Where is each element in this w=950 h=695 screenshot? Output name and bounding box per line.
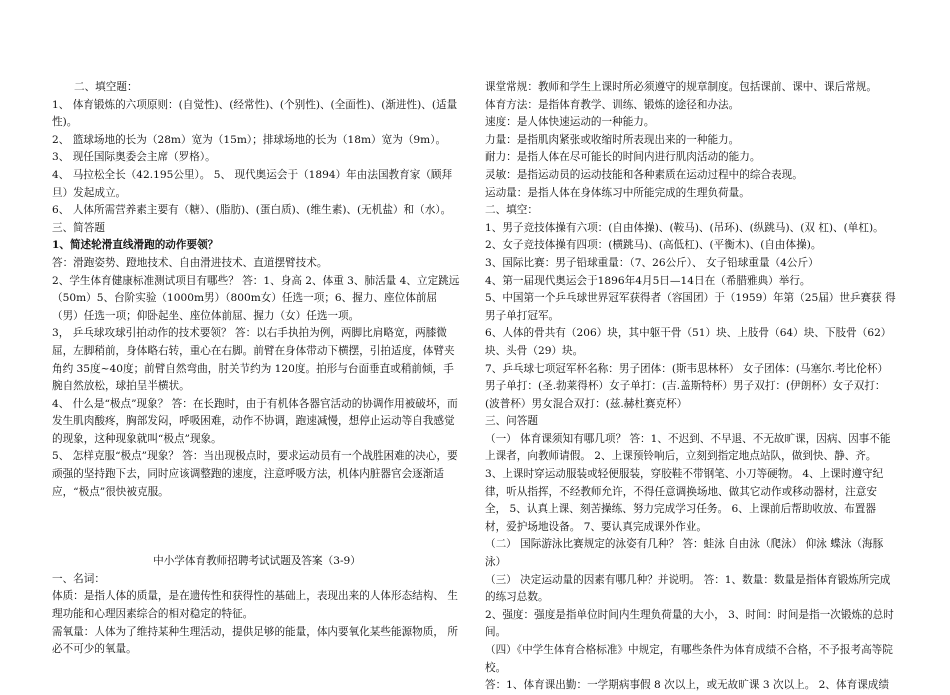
text-line: 运动量：是指人体在身体练习中所能完成的生理负荷量。 <box>485 186 750 199</box>
text-line: 4、 什么是“极点”现象？ 答：在长跑时，由于有机体各器官活动的协调作用被破坏，而发生肌肉酸疼，胸部发闷，呼吸困难，动作不协调，跑速减慢，想停止运动等自我感觉的现象，这种现象就叫“极点”现象。 <box>52 397 458 445</box>
section-qa-heading: 三、问答题 <box>485 415 538 428</box>
text-line: 2、女子竞技体操有四项：(横跳马)、(高低杠)、(平衡木)、(自由体操)。 <box>485 239 822 252</box>
text-line: 答：滑跑姿势、蹬地技术、自由滑进技术、直道摆臂技术。 <box>52 256 328 269</box>
text-line: 3、国际比赛：男子铅球重量：（7、26公斤）、 女子铅球重量（4公斤） <box>485 256 819 269</box>
text-line: 5、中国第一个乒乓球世界冠军获得者（容国团）于（1959）年第（25届）世乒赛获 得男子单打冠军。 <box>485 292 896 322</box>
right-column <box>485 79 897 695</box>
text-line: 1、男子竞技体操有六项：(自由体操)、(鞍马)、(吊环)、(纵跳马)、(双 杠)、(单杠)。 <box>485 221 884 234</box>
text-line: 灵敏：是指运动员的运动技能和各种素质在运动过程中的综合表现。 <box>485 168 803 181</box>
text-line: 课堂常规：教师和学生上课时所必须遵守的规章制度。包括课前、课中、课后常规。 <box>485 81 877 93</box>
text-line: 6、 人体所需营养素主要有（糖）、(脂肪)、(蛋白质)、(维生素)、(无机盐）和（水）。 三、简答题 <box>52 204 452 234</box>
text-line: 2、学生体育健康标准测试项目有哪些？ 答：1、身高 2、体重 3、肺活量 4、立定跳远（50m）5、台阶实验（1000m男）（800m女）任选一项；6、握力、座位体前屈（男）任选一项；仰卧起坐、座位体前屈、握力（女）任选一项。 <box>52 274 460 322</box>
section-fill-blank-heading: 二、填空题： <box>74 81 138 93</box>
text-line: 1、 体育锻炼的六项原则：(自觉性)、(经常性)、(个别性)、(全面性)、(渐进性)、(适量性)。 <box>52 98 458 129</box>
text-line: 2、强度：强度是指单位时间内生理负荷量的大小， 3、时间：时间是指一次锻炼的总时间。 <box>485 608 894 639</box>
text-line: 2、 篮球场地的长为（28m）宽为（15m）；排球场地的长为（18m）宽为（9m）。 <box>52 133 447 146</box>
section-fill-blank-heading: 二、填空： <box>485 204 538 217</box>
exam-title: 中小学体育教师招聘考试试题及答案（3-9） <box>153 555 361 568</box>
text-line: 4、 马拉松全长（42.195公里）。 5、 现代奥运会于（1894）年由法国教育家（顾拜旦）发起成立。 <box>52 168 453 199</box>
section-terms-heading: 一、名词： <box>52 572 105 585</box>
text-line: （三） 决定运动量的因素有哪几种？并说明。 答：1、数量：数量是指体育锻炼所完成的练习总数。 <box>485 573 891 604</box>
text-line: 需氧量：人体为了维持某种生理活动，提供足够的能量，体内要氧化某些能源物质， 所必不可少的氧量。 <box>52 625 458 656</box>
text-line: 7、乒乓球七项冠军杯名称：男子团体：(斯韦思林杯） 女子团体：(马塞尔.考比伦杯） 男子单打：(圣.勃莱得杯）女子单打：(吉.盖斯特杯）男子双打：(伊朗杯）女子双打：(波普杯）男女混合双打：(兹.赫杜赛克杯） <box>485 362 889 410</box>
text-line: 耐力：是指人体在尽可能长的时间内进行肌肉活动的能力。 <box>485 151 761 164</box>
text-line: 6、人体的骨共有（206）块，其中躯干骨（51）块、上肢骨（64）块、下肢骨（62） 块、头骨（29）块。 <box>485 327 892 357</box>
text-line: 速度：是人体快速运动的一种能力。 <box>485 116 655 129</box>
text-line: 3， 乒乓球攻球引拍动作的技术要领？ 答：以右手执拍为例，两脚比肩略宽，两膝微屈，左脚稍前，身体略右转，重心在右脚。前臂在身体带动下横摆，引拍适度，体臂夹角约 35度~40度；前臂自然弯曲，肘关节约为 120度。拍形与台面垂直或稍前倾，手腕自然放松，球拍呈半横状。 <box>52 327 455 393</box>
text-line: （四）《中学生体育合格标准》中规定，有哪些条件为体育成绩不合格，不予报考高等院校。 <box>485 644 893 674</box>
left-column <box>52 79 462 659</box>
text-line: 体育方法：是指体育教学、训练、锻炼的途径和办法。 <box>485 98 740 111</box>
text-line: （一） 体育课须知有哪几项？ 答：1、不迟到、不早退、不无故旷课，因病、因事不能上课者，向教师请假。 2、上课预铃响后，立刻到指定地点站队，做到快、静、齐。 3、上课时穿运动服装或轻便服装，穿胶鞋不带钢笔、小刀等硬物。 4、上课时遵守纪律，听从指挥，不经教师允许，不得任意调换场地、做其它动作或移动器材，注意安全， 5、认真上课、刻苦操练、努力完成学习任务。 6、上课前后帮助收放、布置器材，爱护场地设备。 7、要认真完成课外作业。 <box>485 432 891 533</box>
text-line: 3、 现任国际奥委会主席（罗格）。 <box>52 151 216 164</box>
text-line: （二） 国际游泳比赛规定的泳姿有几种？ 答：蛙泳 自由泳（爬泳） 仰泳 蝶泳（海豚泳） <box>485 538 884 569</box>
text-line: 答：1、体育课出勤：一学期病事假 8 次以上，或无故旷课 3 次以上。 2、体育课成绩 <box>485 679 889 692</box>
text-line: 1、简述轮滑直线滑跑的动作要领？ <box>52 239 219 252</box>
text-line: 力量：是指肌肉紧张或收缩时所表现出来的一种能力。 <box>485 133 740 146</box>
text-line: 体质：是指人体的质量，是在遗传性和获得性的基础上，表现出来的人体形态结构、 生理功能和心理因素综合的相对稳定的特征。 <box>52 590 458 621</box>
text-line: 5、 怎样克服“极点”现象？ 答：当出现极点时，要求运动员有一个战胜困难的决心，要顽强的坚持跑下去，同时应该调整跑的速度，注意呼吸方法，机体内脏器官会逐渐适应，“极点”很快被克服。 <box>52 450 458 498</box>
text-line: 4、第一届现代奥运会于1896年4月5日—14日在（希腊雅典）举行。 <box>485 274 811 287</box>
